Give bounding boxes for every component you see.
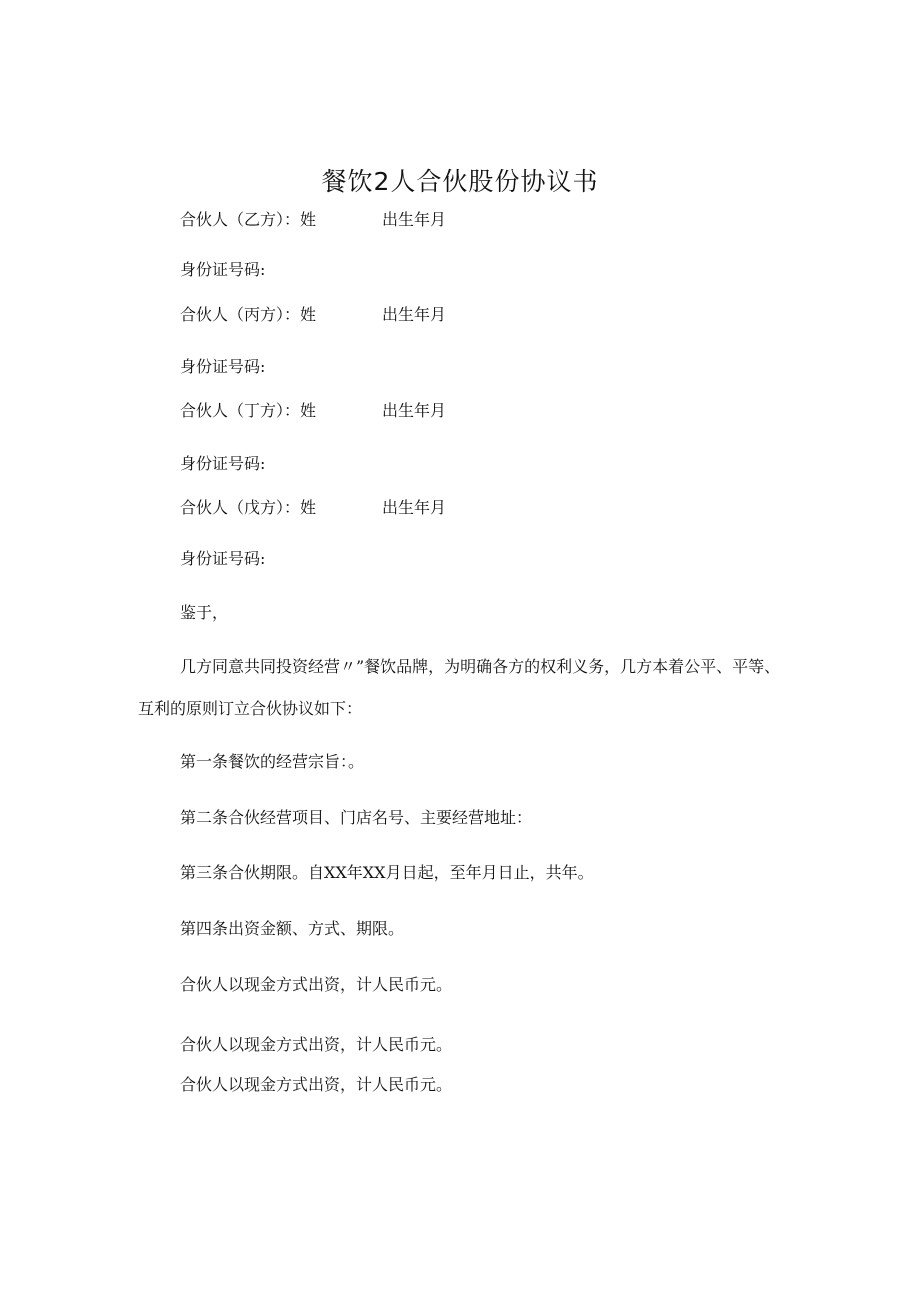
- document-title: 餐饮2人合伙股份协议书: [321, 167, 599, 196]
- intro-paragraph: 几方同意共同投资经营〃”餐饮品牌，为明确各方的权利义务，几方本着公平、平等、互利的原则订立合伙协议如下：: [138, 657, 781, 718]
- contribution-line: 合伙人以现金方式出资，计人民币元。: [180, 1035, 453, 1054]
- article-3: 第三条合伙期限。自XX年XX月日起，至年月日止，共年。: [180, 863, 594, 882]
- contribution-line: 合伙人以现金方式出资，计人民币元。: [180, 975, 453, 994]
- partner-c-name: 合伙人（丙方）：姓: [180, 305, 317, 324]
- partner-d-name: 合伙人（丁方）：姓: [180, 401, 317, 420]
- partner-d-birth: 出生年月: [382, 401, 447, 420]
- partner-d-id: 身份证号码:: [180, 454, 266, 473]
- partner-b-birth: 出生年月: [382, 210, 447, 229]
- article-2: 第二条合伙经营项目、门店名号、主要经营地址：: [180, 808, 533, 827]
- partner-b-name: 合伙人（乙方）：姓: [180, 210, 317, 229]
- partner-c-birth: 出生年月: [382, 305, 447, 324]
- whereas-text: 鉴于，: [180, 603, 229, 622]
- partner-e-id: 身份证号码:: [180, 549, 266, 568]
- contribution-line: 合伙人以现金方式出资，计人民币元。: [180, 1075, 453, 1094]
- partner-e-name: 合伙人（戊方）：姓: [180, 498, 317, 517]
- partner-b-id: 身份证号码:: [180, 260, 266, 279]
- partner-c-id: 身份证号码:: [180, 357, 266, 376]
- article-1: 第一条餐饮的经营宗旨：。: [180, 752, 365, 771]
- article-4: 第四条出资金额、方式、期限。: [180, 919, 405, 938]
- partner-e-birth: 出生年月: [382, 498, 447, 517]
